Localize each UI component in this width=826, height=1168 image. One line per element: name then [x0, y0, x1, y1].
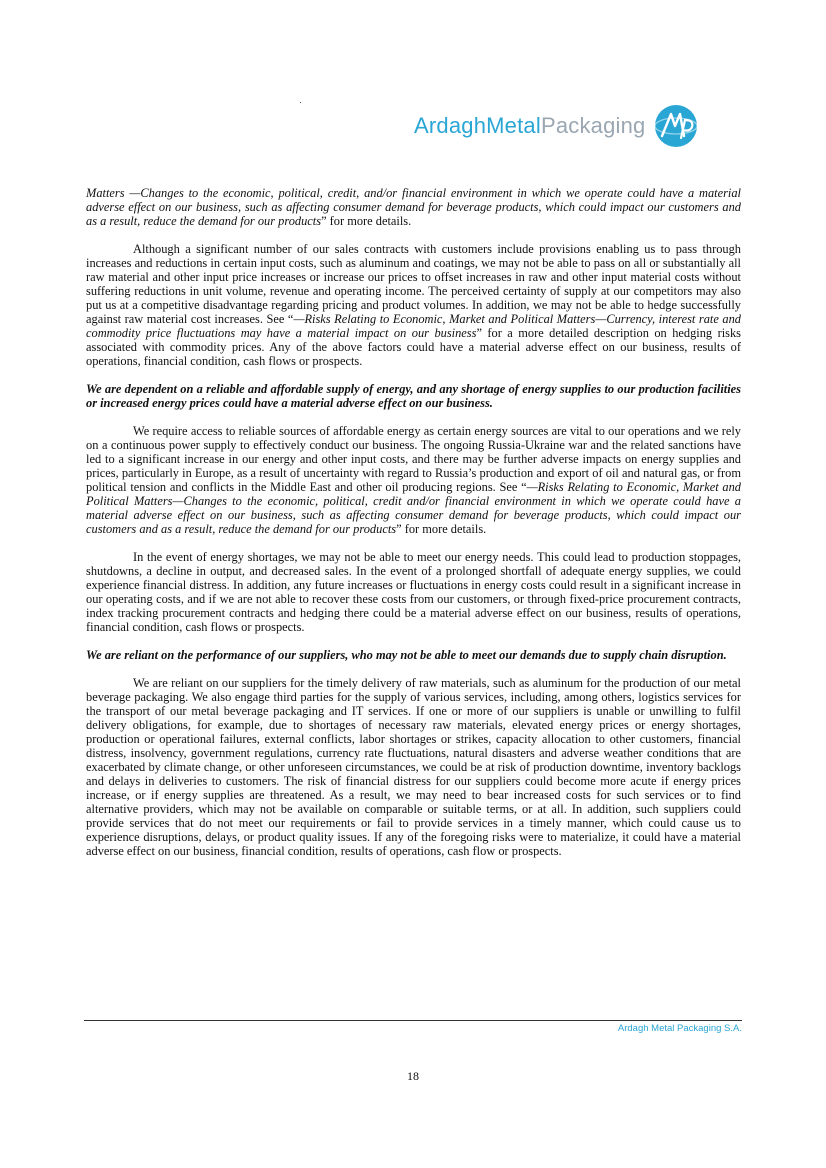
cross-reference: Matters —Changes to the economic, political, credit, and/or financial environment in which we operate could have a material adverse effect on our business, such as affecting consumer demand for beverage products, which could impact our customers and as a result, reduce the demand for our products [86, 186, 741, 228]
energy-shortage-paragraph: In the event of energy shortages, we may not be able to meet our energy needs. This could lead to production stoppages, shutdowns, a decline in output, and decreased sales. In the event of a prolonged shortfall of adequate energy supplies, we could experience financial distress. In addition, any future increases or fluctuations in energy costs could result in a significant increase in our operating costs, and if we are not able to recover these costs from our customers, or through fixed-price procurement contracts, index tracking procurement contracts and hedging there could be a material adverse effect on our business, results of operations, financial condition, cash flows or prospects. [86, 550, 741, 634]
continuation-paragraph: Matters —Changes to the economic, political, credit, and/or financial environment in which we operate could have a material adverse effect on our business, such as affecting consumer demand for beverage products, which could impact our customers and as a result, reduce the demand for our products” for more details. [86, 186, 741, 228]
footer-divider [84, 1020, 742, 1021]
supplier-reliance-paragraph: We are reliant on our suppliers for the timely delivery of raw materials, such as aluminum for the production of our metal beverage packaging. We also engage third parties for the supply of various services, including, among others, logistics services for the transport of our metal beverage packaging and IT services. If one or more of our suppliers is unable or unwilling to fulfil delivery obligations, for example, due to shortages of necessary raw materials, elevated energy prices or energy shortages, production or operational failures, external conflicts, labor shortages or strikes, capacity allocation to other customers, financial distress, insolvency, government regulations, currency rate fluctuations, natural disasters and adverse weather conditions that are exacerbated by climate change, or other unforeseen circumstances, we could be at risk of production downtime, inventory backlogs and delays in deliveries to customers. The risk of financial distress for our suppliers could become more acute if energy prices increase, or if energy supplies are threatened. As a result, we may need to bear increased costs for such services or to find alternative providers, which may not be available on comparable or suitable terms, or at all. In addition, such suppliers could provide services that do not meet our requirements or fail to provide services in a timely manner, which could cause us to experience disruptions, delays, or product quality issues. If any of the foregoing risks were to materialize, it could have a material adverse effect on our business, financial condition, results of operations, cash flow or prospects. [86, 676, 741, 858]
risk-heading-suppliers: We are reliant on the performance of our suppliers, who may not be able to meet our demands due to supply chain disruption. [86, 648, 727, 662]
page-content [86, 186, 741, 858]
energy-supply-paragraph: We require access to reliable sources of affordable energy as certain energy sources are vital to our operations and we rely on a continuous power supply to effectively conduct our business. The ongoing Russia-Ukraine war and the related sanctions have led to a significant increase in our energy and other input costs, and there may be further adverse impacts on energy supplies and prices, particularly in Europe, as a result of uncertainty with regard to Russia’s production and export of oil and natural gas, or from political tension and conflicts in the Middle East and other oil producing regions. See “—Risks Relating to Economic, Market and Political Matters—Changes to the economic, political, credit and/or financial environment in which we operate could have a material adverse effect on our business, such as affecting consumer demand for beverage products, which could impact our customers and as a result, reduce the demand for our products” for more details. [86, 424, 741, 536]
cross-reference: —Risks Relating to Economic, Market and Political Matters—Currency, interest rate and commodity price fluctuations may have a material impact on our business [86, 312, 742, 340]
cost-pass-through-paragraph: Although a significant number of our sales contracts with customers include provisions enabling us to pass through increases and reductions in certain input costs, such as aluminum and coatings, we may not be able to pass on all or substantially all raw material and other input price increases or increase our prices to offset increases in raw and other input material costs without suffering reductions in unit volume, revenue and operating income. The perceived certainty of supply at our competitors may also put us at a competitive disadvantage regarding pricing and product volumes. In addition, we may not be able to hedge successfully against raw material cost increases. See “—Risks Relating to Economic, Market and Political Matters—Currency, interest rate and commodity price fluctuations may have a material impact on our business” for a more detailed description on hedging risks associated with commodity prices. Any of the above factors could have a material adverse effect on our business, results of operations, financial condition, cash flows or prospects. [86, 242, 742, 368]
logo-word-ardagh: Ardagh [414, 113, 487, 138]
logo-wordmark [414, 115, 646, 137]
stray-dot [300, 102, 301, 103]
risk-heading-energy: We are dependent on a reliable and affordable supply of energy, and any shortage of energy supplies to our production facilities or increased energy prices could have a material adverse effect on our business. [86, 382, 741, 410]
logo-word-metal: Metal [486, 113, 541, 138]
amp-logo-icon [654, 104, 698, 148]
company-logo [414, 104, 698, 148]
page-number: 18 [407, 1069, 419, 1083]
footer-company-name: Ardagh Metal Packaging S.A. [617, 1023, 742, 1034]
logo-word-packaging: Packaging [540, 113, 646, 138]
cross-reference: —Risks Relating to Economic, Market and Political Matters—Changes to the economic, political, credit and/or financial environment in which we operate could have a material adverse effect on our business, such as affecting consumer demand for beverage products, which could impact our customers and as a result, reduce the demand for our products [86, 480, 741, 536]
